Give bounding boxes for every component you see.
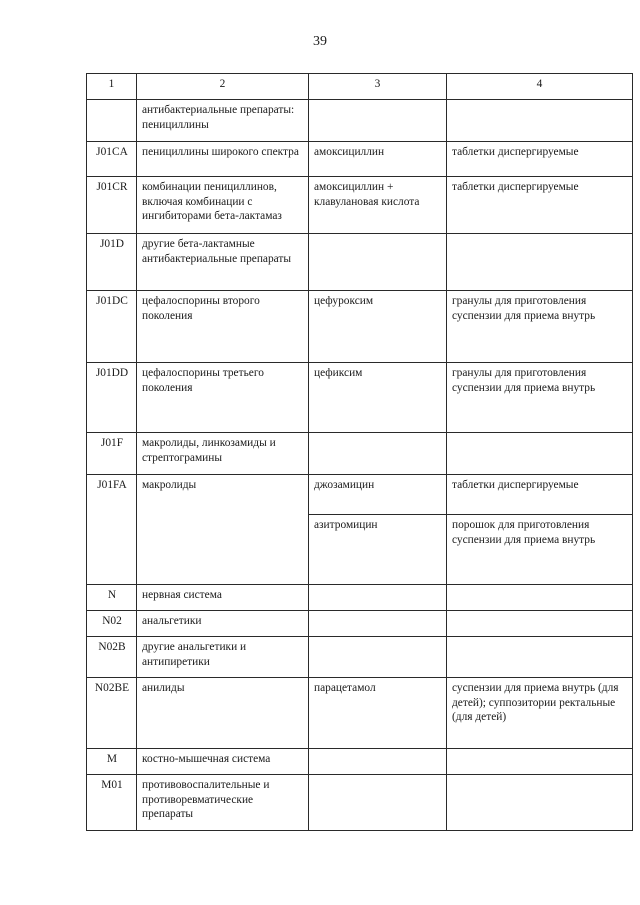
atc-code: J01DC [87,291,137,363]
atc-code: N02BE [87,678,137,749]
drug-name: парацетамол [309,678,447,749]
atc-code: N [87,585,137,611]
atc-code: J01CA [87,142,137,177]
atc-code: M01 [87,775,137,831]
column-header-4: 4 [447,74,633,100]
table-row [87,637,633,678]
table-row [87,363,633,433]
drug-name: цефиксим [309,363,447,433]
atc-code [87,100,137,142]
drug-name [309,100,447,142]
table-row [87,775,633,831]
group-name: другие бета-лактамные антибактериальные препараты [137,234,309,291]
atc-code: J01CR [87,177,137,234]
medicines-table [86,73,633,831]
dosage-form [447,433,633,475]
group-name: макролиды [137,475,309,585]
group-name: нервная система [137,585,309,611]
table-row [87,475,633,515]
drug-name: джозамицин [309,475,447,515]
atc-code: N02 [87,611,137,637]
drug-name [309,234,447,291]
drug-name: амоксициллин [309,142,447,177]
atc-code: J01F [87,433,137,475]
dosage-form [447,749,633,775]
drug-name [309,585,447,611]
dosage-form [447,637,633,678]
table-header-row [87,74,633,100]
drug-name: амоксициллин + клавулановая кислота [309,177,447,234]
atc-code: J01FA [87,475,137,585]
group-name: другие анальгетики и антипиретики [137,637,309,678]
dosage-form: гранулы для приготовления суспензии для приема внутрь [447,363,633,433]
group-name: цефалоспорины третьего поколения [137,363,309,433]
atc-code: J01DD [87,363,137,433]
dosage-form [447,100,633,142]
atc-code: N02B [87,637,137,678]
atc-code: M [87,749,137,775]
drug-name [309,775,447,831]
column-header-2: 2 [137,74,309,100]
dosage-form: гранулы для приготовления суспензии для приема внутрь [447,291,633,363]
group-name: костно-мышечная система [137,749,309,775]
table-row [87,749,633,775]
table-row [87,585,633,611]
group-name: пенициллины широкого спектра [137,142,309,177]
group-name: цефалоспорины второго поколения [137,291,309,363]
dosage-form: суспензии для приема внутрь (для детей); суппозитории ректальные (для детей) [447,678,633,749]
dosage-form: таблетки диспергируемые [447,177,633,234]
drug-name: азитромицин [309,515,447,585]
dosage-form: таблетки диспергируемые [447,142,633,177]
group-name: антибактериальные препараты: пенициллины [137,100,309,142]
column-header-1: 1 [87,74,137,100]
drug-name [309,433,447,475]
group-name: комбинации пенициллинов, включая комбинации с ингибиторами бета-лактамаз [137,177,309,234]
table-row [87,100,633,142]
table-row [87,142,633,177]
atc-code: J01D [87,234,137,291]
dosage-form [447,775,633,831]
column-header-3: 3 [309,74,447,100]
table-row [87,177,633,234]
drug-name: цефуроксим [309,291,447,363]
table-row [87,433,633,475]
table-row [87,234,633,291]
group-name: анилиды [137,678,309,749]
drug-name [309,749,447,775]
dosage-form [447,234,633,291]
dosage-form [447,585,633,611]
group-name: анальгетики [137,611,309,637]
dosage-form [447,611,633,637]
drug-name [309,637,447,678]
table-row [87,611,633,637]
dosage-form: порошок для приготовления суспензии для приема внутрь [447,515,633,585]
dosage-form: таблетки диспергируемые [447,475,633,515]
drug-name [309,611,447,637]
page-number: 39 [313,34,327,49]
table-row [87,678,633,749]
table-row [87,291,633,363]
group-name: противовоспалительные и противоревматические препараты [137,775,309,831]
group-name: макролиды, линкозамиды и стрептограмины [137,433,309,475]
